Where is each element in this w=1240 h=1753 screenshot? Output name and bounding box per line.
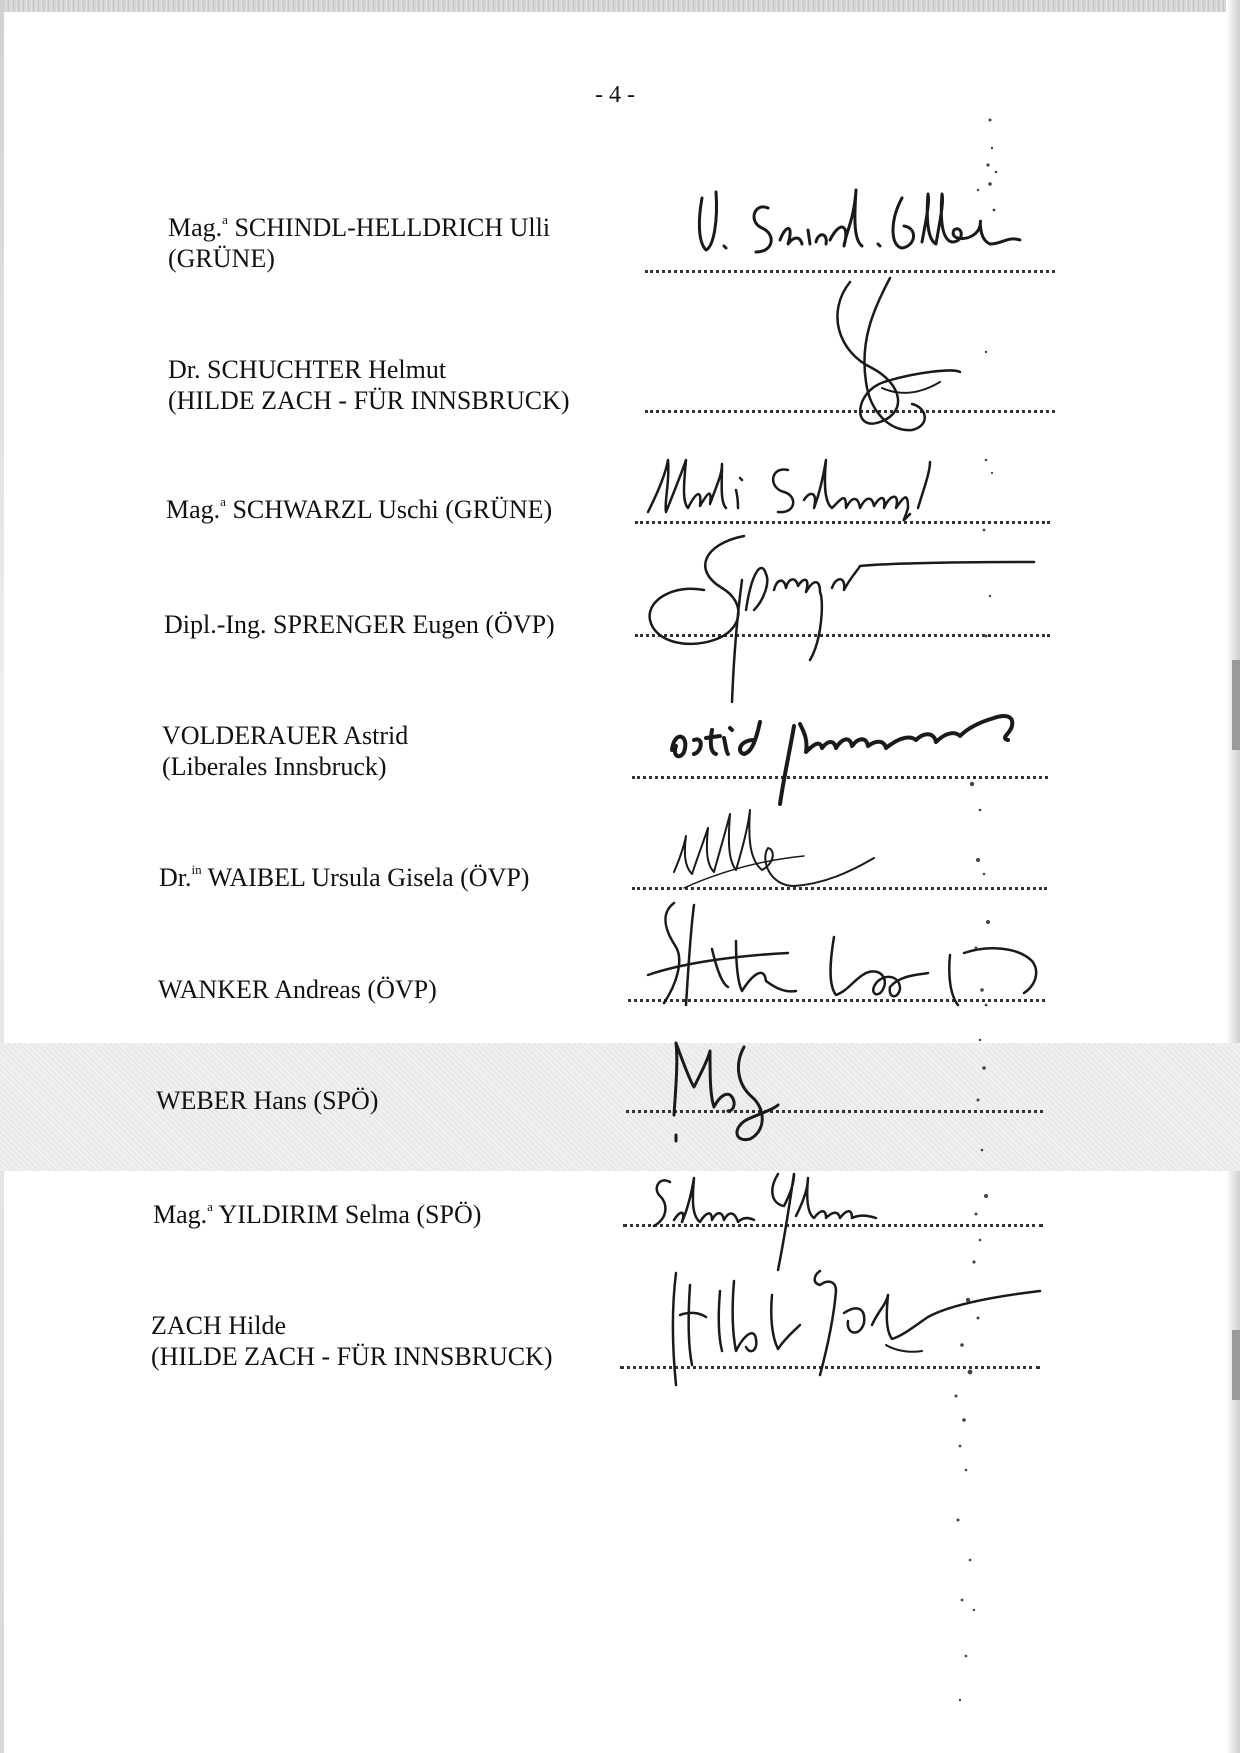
title-superscript: a [222, 212, 228, 227]
signatory-party: (ÖVP) [485, 610, 555, 639]
signatory-party: (SPÖ) [313, 1086, 379, 1115]
signatory-name: YILDIRIM Selma [218, 1200, 410, 1229]
academic-title: Mag. [166, 495, 221, 524]
signatory-party: (ÖVP) [460, 863, 530, 892]
signatory-party: (SPÖ) [416, 1200, 482, 1229]
signatory-party: (HILDE ZACH - FÜR INNSBRUCK) [151, 1342, 553, 1371]
signatory-name: SCHINDL-HELLDRICH Ulli [234, 213, 551, 242]
academic-title: Mag. [153, 1200, 208, 1229]
signatory-party: (Liberales Innsbruck) [162, 752, 387, 781]
signatory-name: SPRENGER Eugen [273, 610, 479, 639]
title-superscript: a [207, 1199, 213, 1214]
academic-title: Dipl.-Ing. [164, 610, 267, 639]
academic-title: Dr. [168, 355, 201, 384]
signatory-name: VOLDERAUER Astrid [162, 721, 409, 750]
signatory-party: (GRÜNE) [445, 495, 553, 524]
signatory-name: SCHWARZL Uschi [232, 495, 439, 524]
signatory-name: WAIBEL Ursula Gisela [207, 863, 454, 892]
academic-title: Dr. [159, 863, 192, 892]
signatory-name: WEBER Hans [156, 1086, 307, 1115]
academic-title: Mag. [168, 213, 223, 242]
signatory-name: SCHUCHTER Helmut [207, 355, 447, 384]
signatory-name: WANKER Andreas [158, 975, 361, 1004]
title-superscript: in [191, 862, 202, 877]
signatory-party: (HILDE ZACH - FÜR INNSBRUCK) [168, 386, 570, 415]
signatory-party: (GRÜNE) [168, 244, 275, 273]
title-superscript: a [220, 494, 226, 509]
signatory-name: ZACH Hilde [151, 1311, 287, 1340]
signatory-party: (ÖVP) [367, 975, 437, 1004]
page-number: - 4 - [595, 82, 635, 108]
